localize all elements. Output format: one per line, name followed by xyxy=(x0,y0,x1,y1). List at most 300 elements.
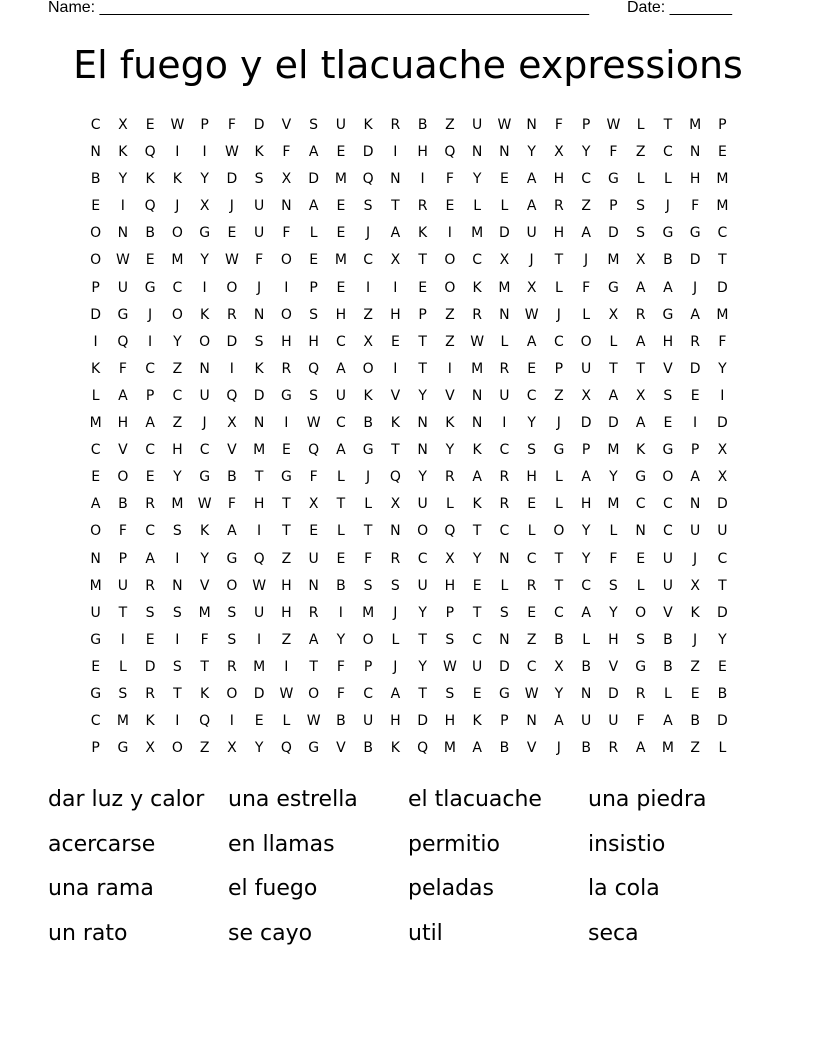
grid-letter[interactable]: D xyxy=(90,306,102,323)
grid-letter[interactable]: R xyxy=(145,496,155,513)
grid-letter[interactable]: J xyxy=(393,604,398,621)
grid-letter[interactable]: L xyxy=(582,631,591,648)
date-field[interactable]: Date: _______ xyxy=(627,0,732,16)
grid-letter[interactable]: X xyxy=(199,198,210,215)
grid-letter[interactable]: M xyxy=(171,252,184,269)
name-field[interactable]: Name: _______________________________________________________ xyxy=(48,0,589,16)
grid-letter[interactable]: F xyxy=(118,360,127,377)
grid-letter[interactable]: I xyxy=(420,171,425,188)
grid-letter[interactable]: T xyxy=(554,577,564,594)
grid-letter[interactable]: L xyxy=(582,306,591,323)
grid-letter[interactable]: T xyxy=(418,360,427,377)
grid-letter[interactable]: P xyxy=(91,279,100,296)
grid-letter[interactable]: Q xyxy=(417,740,429,757)
grid-letter[interactable]: I xyxy=(175,144,180,161)
grid-letter[interactable]: D xyxy=(716,604,728,621)
grid-letter[interactable]: N xyxy=(199,360,210,377)
grid-letter[interactable]: R xyxy=(499,496,510,513)
grid-letter[interactable]: L xyxy=(636,117,645,133)
grid-letter[interactable]: B xyxy=(663,631,673,648)
grid-letter[interactable]: Y xyxy=(718,631,727,648)
grid-letter[interactable]: S xyxy=(445,631,455,648)
grid-letter[interactable]: T xyxy=(118,604,128,621)
grid-letter[interactable]: K xyxy=(118,144,128,161)
grid-letter[interactable]: S xyxy=(172,523,182,540)
grid-letter[interactable]: Y xyxy=(418,469,427,486)
grid-letter[interactable]: B xyxy=(690,713,700,730)
grid-letter[interactable]: V xyxy=(390,387,401,404)
grid-letter[interactable]: D xyxy=(226,333,238,350)
grid-letter[interactable]: K xyxy=(390,415,400,432)
grid-letter[interactable]: B xyxy=(499,740,510,757)
grid-letter[interactable]: K xyxy=(172,171,182,188)
grid-letter[interactable]: P xyxy=(609,198,618,215)
grid-letter[interactable]: F xyxy=(609,144,618,161)
grid-letter[interactable]: P xyxy=(145,387,155,404)
grid-letter[interactable]: C xyxy=(472,631,483,648)
grid-letter[interactable]: J xyxy=(693,550,698,567)
grid-letter[interactable]: A xyxy=(635,740,646,757)
grid-letter[interactable]: M xyxy=(471,360,484,377)
grid-letter[interactable]: H xyxy=(608,631,619,648)
grid-letter[interactable]: J xyxy=(665,198,670,215)
grid-letter[interactable]: L xyxy=(391,631,400,648)
grid-letter[interactable]: D xyxy=(716,496,728,513)
grid-letter[interactable]: O xyxy=(362,631,374,648)
grid-letter[interactable]: G xyxy=(635,469,647,486)
grid-letter[interactable]: A xyxy=(308,198,319,215)
grid-letter[interactable]: C xyxy=(417,550,428,567)
grid-letter[interactable]: E xyxy=(91,469,101,486)
grid-letter[interactable]: O xyxy=(171,740,183,757)
grid-letter[interactable]: S xyxy=(445,685,455,702)
grid-letter[interactable]: K xyxy=(472,442,482,459)
grid-letter[interactable]: X xyxy=(581,387,591,404)
grid-letter[interactable]: W xyxy=(470,333,485,350)
grid-letter[interactable]: O xyxy=(226,577,238,594)
grid-letter[interactable]: V xyxy=(118,442,128,459)
grid-letter[interactable]: K xyxy=(200,685,210,702)
grid-letter[interactable]: L xyxy=(636,171,645,188)
grid-letter[interactable]: S xyxy=(309,387,319,404)
grid-letter[interactable]: Y xyxy=(418,604,427,621)
grid-letter[interactable]: E xyxy=(472,685,482,702)
grid-letter[interactable]: H xyxy=(553,225,565,242)
grid-letter[interactable]: A xyxy=(145,550,155,567)
grid-letter[interactable]: P xyxy=(309,279,318,296)
grid-letter[interactable]: P xyxy=(118,550,128,567)
grid-letter[interactable]: U xyxy=(717,523,728,540)
grid-letter[interactable]: A xyxy=(608,387,619,404)
grid-letter[interactable]: C xyxy=(172,279,183,296)
grid-letter[interactable]: S xyxy=(254,171,264,188)
grid-letter[interactable]: A xyxy=(390,225,401,242)
grid-letter[interactable]: H xyxy=(417,144,428,161)
grid-letter[interactable]: K xyxy=(254,360,264,377)
grid-letter[interactable]: X xyxy=(445,550,455,567)
grid-letter[interactable]: U xyxy=(90,604,101,621)
grid-letter[interactable]: Y xyxy=(200,252,209,269)
grid-letter[interactable]: H xyxy=(253,496,265,513)
grid-letter[interactable]: E xyxy=(717,658,727,675)
grid-letter[interactable]: M xyxy=(661,740,674,757)
grid-letter[interactable]: B xyxy=(554,631,564,648)
grid-letter[interactable]: B xyxy=(663,252,673,269)
grid-letter[interactable]: C xyxy=(145,360,156,377)
grid-letter[interactable]: M xyxy=(689,117,702,133)
grid-letter[interactable]: K xyxy=(91,360,101,377)
grid-letter[interactable]: W xyxy=(497,117,512,133)
grid-letter[interactable]: U xyxy=(526,225,537,242)
grid-letter[interactable]: P xyxy=(91,740,100,757)
grid-letter[interactable]: S xyxy=(118,685,128,702)
grid-letter[interactable]: I xyxy=(366,279,371,296)
grid-letter[interactable]: N xyxy=(635,523,646,540)
grid-letter[interactable]: F xyxy=(691,198,700,215)
grid-letter[interactable]: X xyxy=(227,740,237,757)
grid-letter[interactable]: F xyxy=(200,631,209,648)
grid-letter[interactable]: S xyxy=(309,306,319,323)
grid-letter[interactable]: U xyxy=(662,577,673,594)
grid-letter[interactable]: L xyxy=(636,577,645,594)
grid-letter[interactable]: N xyxy=(689,496,701,513)
grid-letter[interactable]: N xyxy=(281,198,292,215)
grid-letter[interactable]: S xyxy=(636,225,646,242)
grid-letter[interactable]: Y xyxy=(173,469,182,486)
grid-letter[interactable]: X xyxy=(227,415,237,432)
grid-letter[interactable]: N xyxy=(253,306,265,323)
grid-letter[interactable]: H xyxy=(390,713,401,730)
grid-letter[interactable]: G xyxy=(607,171,619,188)
grid-letter[interactable]: A xyxy=(635,415,646,432)
grid-letter[interactable]: N xyxy=(308,577,319,594)
grid-letter[interactable]: D xyxy=(362,144,374,161)
grid-letter[interactable]: C xyxy=(581,577,592,594)
grid-letter[interactable]: P xyxy=(363,658,373,675)
grid-letter[interactable]: S xyxy=(499,604,509,621)
grid-letter[interactable]: F xyxy=(636,713,645,730)
grid-letter[interactable]: Z xyxy=(363,306,373,323)
grid-letter[interactable]: G xyxy=(90,631,102,648)
grid-letter[interactable]: A xyxy=(635,333,646,350)
grid-letter[interactable]: U xyxy=(254,198,265,215)
grid-letter[interactable]: N xyxy=(526,117,537,133)
grid-letter[interactable]: B xyxy=(581,740,591,757)
grid-letter[interactable]: J xyxy=(556,740,561,757)
grid-letter[interactable]: N xyxy=(499,631,510,648)
grid-letter[interactable]: Z xyxy=(690,658,700,675)
grid-letter[interactable]: I xyxy=(175,713,180,730)
grid-letter[interactable]: N xyxy=(499,306,510,323)
grid-letter[interactable]: M xyxy=(607,496,620,513)
grid-letter[interactable]: Y xyxy=(581,523,591,540)
grid-letter[interactable]: J xyxy=(229,198,234,215)
grid-letter[interactable]: H xyxy=(281,333,292,350)
grid-letter[interactable]: X xyxy=(635,387,646,404)
grid-letter[interactable]: E xyxy=(145,252,155,269)
grid-letter[interactable]: C xyxy=(499,523,510,540)
grid-letter[interactable]: A xyxy=(690,469,700,486)
grid-letter[interactable]: R xyxy=(635,685,646,702)
grid-letter[interactable]: I xyxy=(393,360,398,377)
grid-letter[interactable]: K xyxy=(145,713,155,730)
grid-letter[interactable]: O xyxy=(171,306,183,323)
grid-letter[interactable]: R xyxy=(690,333,700,350)
grid-letter[interactable]: Z xyxy=(635,144,646,161)
grid-letter[interactable]: W xyxy=(197,496,212,513)
grid-letter[interactable]: B xyxy=(90,171,101,188)
grid-letter[interactable]: J xyxy=(202,415,207,432)
grid-letter[interactable]: L xyxy=(554,279,563,296)
grid-letter[interactable]: E xyxy=(336,144,346,161)
grid-letter[interactable]: G xyxy=(662,225,674,242)
grid-letter[interactable]: S xyxy=(145,604,155,621)
grid-letter[interactable]: A xyxy=(690,306,700,323)
grid-letter[interactable]: E xyxy=(527,604,537,621)
grid-letter[interactable]: U xyxy=(417,577,428,594)
grid-letter[interactable]: I xyxy=(120,198,125,215)
grid-letter[interactable]: O xyxy=(226,279,238,296)
grid-letter[interactable]: L xyxy=(609,523,618,540)
grid-letter[interactable]: S xyxy=(254,333,264,350)
grid-letter[interactable]: E xyxy=(336,225,346,242)
grid-letter[interactable]: E xyxy=(145,117,155,133)
grid-letter[interactable]: Q xyxy=(144,144,156,161)
grid-letter[interactable]: K xyxy=(363,387,373,404)
grid-letter[interactable]: E xyxy=(690,387,700,404)
grid-letter[interactable]: H xyxy=(172,442,183,459)
grid-letter[interactable]: H xyxy=(390,306,401,323)
grid-letter[interactable]: G xyxy=(662,306,674,323)
grid-letter[interactable]: F xyxy=(582,279,591,296)
grid-letter[interactable]: J xyxy=(257,279,262,296)
grid-letter[interactable]: Y xyxy=(609,604,618,621)
grid-letter[interactable]: A xyxy=(663,279,673,296)
grid-letter[interactable]: T xyxy=(282,523,291,540)
grid-letter[interactable]: K xyxy=(690,604,700,621)
grid-letter[interactable]: X xyxy=(281,171,292,188)
grid-letter[interactable]: I xyxy=(284,658,289,675)
grid-letter[interactable]: K xyxy=(445,415,455,432)
grid-letter[interactable]: Z xyxy=(445,117,455,133)
grid-letter[interactable]: I xyxy=(148,333,153,350)
grid-letter[interactable]: A xyxy=(581,604,591,621)
grid-letter[interactable]: H xyxy=(689,171,701,188)
grid-letter[interactable]: U xyxy=(690,523,701,540)
grid-letter[interactable]: Z xyxy=(281,631,292,648)
grid-letter[interactable]: D xyxy=(580,415,592,432)
grid-letter[interactable]: A xyxy=(472,740,482,757)
grid-letter[interactable]: C xyxy=(526,550,537,567)
grid-letter[interactable]: G xyxy=(144,279,156,296)
grid-letter[interactable]: X xyxy=(635,252,646,269)
grid-letter[interactable]: N xyxy=(689,144,701,161)
grid-letter[interactable]: C xyxy=(662,144,673,161)
grid-letter[interactable]: E xyxy=(91,198,101,215)
grid-letter[interactable]: H xyxy=(444,577,456,594)
grid-letter[interactable]: D xyxy=(607,415,619,432)
grid-letter[interactable]: T xyxy=(282,496,291,513)
grid-letter[interactable]: N xyxy=(499,144,510,161)
grid-letter[interactable]: G xyxy=(662,442,674,459)
grid-letter[interactable]: S xyxy=(636,198,646,215)
grid-letter[interactable]: F xyxy=(309,469,318,486)
grid-letter[interactable]: E xyxy=(309,523,319,540)
grid-letter[interactable]: T xyxy=(472,523,482,540)
grid-letter[interactable]: H xyxy=(335,306,347,323)
grid-letter[interactable]: K xyxy=(636,442,646,459)
grid-letter[interactable]: X xyxy=(554,658,564,675)
grid-letter[interactable]: X xyxy=(499,252,510,269)
grid-letter[interactable]: K xyxy=(363,117,373,133)
grid-letter[interactable]: P xyxy=(581,442,591,459)
grid-letter[interactable]: U xyxy=(117,577,128,594)
grid-letter[interactable]: G xyxy=(90,685,102,702)
grid-letter[interactable]: T xyxy=(173,685,182,702)
grid-letter[interactable]: C xyxy=(90,713,101,730)
grid-letter[interactable]: M xyxy=(443,740,456,757)
grid-letter[interactable]: Q xyxy=(144,198,156,215)
grid-letter[interactable]: C xyxy=(662,496,673,513)
grid-letter[interactable]: Q xyxy=(226,387,238,404)
grid-letter[interactable]: A xyxy=(145,415,155,432)
grid-letter[interactable]: G xyxy=(199,225,211,242)
grid-letter[interactable]: B xyxy=(663,658,673,675)
grid-letter[interactable]: I xyxy=(447,225,452,242)
grid-letter[interactable]: E xyxy=(499,171,509,188)
grid-letter[interactable]: G xyxy=(362,442,374,459)
grid-letter[interactable]: L xyxy=(282,713,291,730)
grid-letter[interactable]: C xyxy=(199,442,210,459)
grid-letter[interactable]: C xyxy=(662,523,673,540)
grid-letter[interactable]: E xyxy=(281,442,291,459)
grid-letter[interactable]: T xyxy=(309,658,318,675)
grid-letter[interactable]: H xyxy=(444,713,456,730)
grid-letter[interactable]: R xyxy=(608,740,619,757)
grid-letter[interactable]: O xyxy=(199,333,211,350)
grid-letter[interactable]: T xyxy=(336,496,346,513)
grid-letter[interactable]: L xyxy=(473,198,482,215)
grid-letter[interactable]: C xyxy=(635,496,646,513)
grid-letter[interactable]: N xyxy=(90,144,101,161)
grid-letter[interactable]: C xyxy=(526,387,537,404)
grid-letter[interactable]: Q xyxy=(308,360,320,377)
grid-letter[interactable]: Z xyxy=(281,550,292,567)
grid-letter[interactable]: U xyxy=(499,387,510,404)
grid-letter[interactable]: I xyxy=(257,631,262,648)
grid-letter[interactable]: E xyxy=(418,279,428,296)
grid-letter[interactable]: E xyxy=(145,469,155,486)
grid-letter[interactable]: Y xyxy=(527,415,536,432)
grid-letter[interactable]: D xyxy=(716,279,728,296)
grid-letter[interactable]: T xyxy=(391,198,400,215)
grid-letter[interactable]: K xyxy=(418,225,428,242)
grid-letter[interactable]: X xyxy=(145,740,155,757)
grid-letter[interactable]: I xyxy=(693,415,698,432)
grid-letter[interactable]: Y xyxy=(527,144,536,161)
grid-letter[interactable]: Y xyxy=(581,144,591,161)
grid-letter[interactable]: C xyxy=(145,442,156,459)
grid-letter[interactable]: X xyxy=(526,279,537,296)
grid-letter[interactable]: V xyxy=(336,740,346,757)
grid-letter[interactable]: C xyxy=(472,252,483,269)
grid-letter[interactable]: C xyxy=(335,333,346,350)
grid-letter[interactable]: D xyxy=(607,225,619,242)
grid-letter[interactable]: M xyxy=(471,225,484,242)
grid-letter[interactable]: C xyxy=(363,252,374,269)
grid-letter[interactable]: Q xyxy=(362,171,374,188)
grid-letter[interactable]: U xyxy=(335,387,346,404)
grid-letter[interactable]: U xyxy=(308,550,319,567)
grid-letter[interactable]: F xyxy=(227,496,236,513)
grid-letter[interactable]: B xyxy=(717,685,728,702)
grid-letter[interactable]: W xyxy=(442,658,457,675)
grid-letter[interactable]: I xyxy=(175,631,180,648)
grid-letter[interactable]: V xyxy=(445,387,455,404)
grid-letter[interactable]: U xyxy=(472,117,483,133)
grid-letter[interactable]: H xyxy=(281,604,292,621)
grid-letter[interactable]: I xyxy=(202,279,207,296)
grid-letter[interactable]: E xyxy=(91,658,101,675)
grid-letter[interactable]: Z xyxy=(581,198,591,215)
grid-letter[interactable]: A xyxy=(90,496,101,513)
grid-letter[interactable]: C xyxy=(90,117,101,133)
grid-letter[interactable]: A xyxy=(336,360,346,377)
grid-letter[interactable]: E xyxy=(472,577,482,594)
grid-letter[interactable]: W xyxy=(224,252,239,269)
grid-letter[interactable]: M xyxy=(89,577,102,594)
grid-letter[interactable]: A xyxy=(526,333,537,350)
grid-letter[interactable]: W xyxy=(252,577,267,594)
grid-letter[interactable]: X xyxy=(390,252,401,269)
grid-letter[interactable]: I xyxy=(447,360,452,377)
grid-letter[interactable]: X xyxy=(308,496,319,513)
grid-letter[interactable]: K xyxy=(254,144,264,161)
grid-letter[interactable]: E xyxy=(336,198,346,215)
grid-letter[interactable]: C xyxy=(717,225,728,242)
grid-letter[interactable]: I xyxy=(202,144,207,161)
grid-letter[interactable]: L xyxy=(500,198,509,215)
grid-letter[interactable]: F xyxy=(364,550,373,567)
grid-letter[interactable]: I xyxy=(175,550,180,567)
grid-letter[interactable]: M xyxy=(607,442,620,459)
grid-letter[interactable]: K xyxy=(472,713,482,730)
grid-letter[interactable]: X xyxy=(717,469,728,486)
grid-letter[interactable]: D xyxy=(226,171,238,188)
grid-letter[interactable]: C xyxy=(717,550,728,567)
grid-letter[interactable]: V xyxy=(526,740,537,757)
grid-letter[interactable]: H xyxy=(117,415,129,432)
grid-letter[interactable]: R xyxy=(390,117,401,133)
grid-letter[interactable]: M xyxy=(334,252,347,269)
grid-letter[interactable]: S xyxy=(309,117,319,133)
grid-letter[interactable]: T xyxy=(200,658,209,675)
grid-letter[interactable]: O xyxy=(117,469,129,486)
grid-letter[interactable]: D xyxy=(144,658,156,675)
grid-letter[interactable]: K xyxy=(200,523,210,540)
grid-letter[interactable]: J xyxy=(693,279,698,296)
grid-letter[interactable]: F xyxy=(282,144,291,161)
grid-letter[interactable]: U xyxy=(581,713,592,730)
grid-letter[interactable]: Z xyxy=(526,631,537,648)
grid-letter[interactable]: C xyxy=(335,415,346,432)
grid-letter[interactable]: O xyxy=(90,523,102,540)
grid-letter[interactable]: Z xyxy=(690,740,700,757)
grid-letter[interactable]: E xyxy=(145,631,155,648)
grid-letter[interactable]: V xyxy=(608,658,619,675)
grid-letter[interactable]: P xyxy=(718,117,727,133)
grid-letter[interactable]: Y xyxy=(472,550,482,567)
